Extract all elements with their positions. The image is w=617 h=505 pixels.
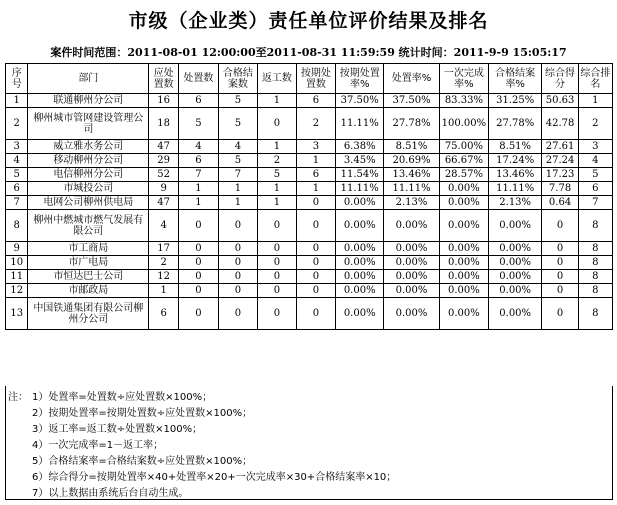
table-cell: 8 xyxy=(6,210,28,242)
table-cell: 11 xyxy=(6,270,28,284)
table-cell: 6 xyxy=(296,168,336,182)
column-header: 按期处置数 xyxy=(296,64,336,94)
table-cell: 1 xyxy=(179,196,219,210)
table-cell: 0 xyxy=(258,270,296,284)
table-cell: 0.00% xyxy=(336,256,384,270)
table-cell: 0.00% xyxy=(488,284,541,298)
table-cell: 11.11% xyxy=(336,108,384,140)
table-cell: 6 xyxy=(179,154,219,168)
table-cell: 1 xyxy=(258,140,296,154)
column-header: 一次完成率% xyxy=(439,64,488,94)
table-cell: 0.00% xyxy=(439,284,488,298)
table-row xyxy=(6,242,613,256)
table-cell: 0.00% xyxy=(384,284,440,298)
table-cell: 27.78% xyxy=(488,108,541,140)
department-cell: 中国铁通集团有限公司柳州分公司 xyxy=(28,298,149,330)
column-header: 处置率% xyxy=(384,64,440,94)
table-cell: 29 xyxy=(149,154,179,168)
table-cell: 0 xyxy=(542,298,578,330)
table-cell: 37.50% xyxy=(336,94,384,108)
note-item: 1）处置率=处置数÷应处置数×100%； xyxy=(32,392,213,403)
table-row xyxy=(6,94,613,108)
table-cell: 47 xyxy=(149,140,179,154)
table-row xyxy=(6,108,613,140)
table-cell: 0 xyxy=(218,298,258,330)
table-cell: 0 xyxy=(542,284,578,298)
table-cell: 18 xyxy=(149,108,179,140)
table-cell: 2 xyxy=(578,108,612,140)
table-cell: 4 xyxy=(6,154,28,168)
table-cell: 0 xyxy=(542,270,578,284)
department-cell: 电网公司柳州供电局 xyxy=(28,196,149,210)
report-time-range: 案件时间范围：2011-08-01 12:00:00至2011-08-31 11:59:59 统计时间：2011-9-9 15:05:17 xyxy=(50,46,567,59)
table-cell: 0 xyxy=(542,242,578,256)
table-cell: 27.24 xyxy=(542,154,578,168)
table-cell: 1 xyxy=(296,182,336,196)
table-cell: 0 xyxy=(179,298,219,330)
column-header: 综合得分 xyxy=(542,64,578,94)
table-cell: 4 xyxy=(218,140,258,154)
table-cell: 2 xyxy=(296,108,336,140)
note-item: 2）按期处置率=按期处置数÷应处置数×100%； xyxy=(32,408,253,419)
table-cell: 1 xyxy=(179,182,219,196)
table-cell: 5 xyxy=(6,168,28,182)
table-cell: 31.25% xyxy=(488,94,541,108)
table-row xyxy=(6,284,613,298)
table-cell: 0.00% xyxy=(336,284,384,298)
table-cell: 50.63 xyxy=(542,94,578,108)
table-cell: 0 xyxy=(296,196,336,210)
column-header: 按期处置率% xyxy=(336,64,384,94)
table-cell: 13.46% xyxy=(384,168,440,182)
table-cell: 1 xyxy=(296,154,336,168)
table-cell: 0.00% xyxy=(439,256,488,270)
table-cell: 5 xyxy=(218,108,258,140)
table-cell: 12 xyxy=(6,284,28,298)
evaluation-table xyxy=(5,63,613,330)
table-cell: 27.61 xyxy=(542,140,578,154)
table-cell: 0 xyxy=(258,284,296,298)
department-cell: 柳州中燃城市燃气发展有限公司 xyxy=(28,210,149,242)
table-cell: 3 xyxy=(296,140,336,154)
table-cell: 1 xyxy=(6,94,28,108)
table-cell: 0.00% xyxy=(384,270,440,284)
department-cell: 柳州城市管网建设管理公司 xyxy=(28,108,149,140)
table-row xyxy=(6,168,613,182)
table-cell: 0 xyxy=(258,210,296,242)
table-cell: 7 xyxy=(218,168,258,182)
table-cell: 11.54% xyxy=(336,168,384,182)
table-cell: 0.00% xyxy=(439,270,488,284)
table-cell: 13.46% xyxy=(488,168,541,182)
table-cell: 1 xyxy=(258,196,296,210)
notes-prefix: 注： xyxy=(8,392,28,403)
table-cell: 83.33% xyxy=(439,94,488,108)
table-cell: 0.00% xyxy=(336,210,384,242)
note-item: 7）以上数据由系统后台自动生成。 xyxy=(32,488,189,499)
table-cell: 17.24% xyxy=(488,154,541,168)
department-cell: 市工商局 xyxy=(28,242,149,256)
table-cell: 0.00% xyxy=(488,298,541,330)
column-header: 序号 xyxy=(6,64,28,94)
table-cell: 75.00% xyxy=(439,140,488,154)
department-cell: 移动柳州分公司 xyxy=(28,154,149,168)
department-cell: 市广电局 xyxy=(28,256,149,270)
table-cell: 0 xyxy=(218,210,258,242)
column-header: 综合排名 xyxy=(578,64,612,94)
table-cell: 5 xyxy=(179,108,219,140)
note-item: 6）综合得分=按期处置率×40+处置率×20+一次完成率×30+合格结案率×10； xyxy=(32,472,397,483)
table-cell: 0 xyxy=(296,270,336,284)
table-cell: 0 xyxy=(179,242,219,256)
table-cell: 0.00% xyxy=(384,242,440,256)
table-cell: 7 xyxy=(179,168,219,182)
table-cell: 17.23 xyxy=(542,168,578,182)
table-cell: 0 xyxy=(542,210,578,242)
table-cell: 8.51% xyxy=(488,140,541,154)
table-cell: 0.00% xyxy=(336,242,384,256)
table-cell: 13 xyxy=(6,298,28,330)
table-cell: 4 xyxy=(149,210,179,242)
table-cell: 0.00% xyxy=(439,182,488,196)
table-cell: 8.51% xyxy=(384,140,440,154)
table-cell: 7.78 xyxy=(542,182,578,196)
table-cell: 0.00% xyxy=(336,196,384,210)
column-header: 处置数 xyxy=(179,64,219,94)
table-cell: 16 xyxy=(149,94,179,108)
notes-section xyxy=(5,386,613,500)
table-cell: 6 xyxy=(6,182,28,196)
table-cell: 42.78 xyxy=(542,108,578,140)
table-cell: 2 xyxy=(6,108,28,140)
table-cell: 5 xyxy=(578,168,612,182)
department-cell: 联通柳州分公司 xyxy=(28,94,149,108)
department-cell: 市邮政局 xyxy=(28,284,149,298)
table-cell: 5 xyxy=(218,94,258,108)
table-cell: 0.00% xyxy=(336,298,384,330)
table-cell: 47 xyxy=(149,196,179,210)
table-cell: 0 xyxy=(296,298,336,330)
table-cell: 0.00% xyxy=(439,242,488,256)
table-cell: 1 xyxy=(258,182,296,196)
table-cell: 0.00% xyxy=(384,298,440,330)
table-cell: 0.00% xyxy=(488,270,541,284)
table-cell: 8 xyxy=(578,298,612,330)
table-row xyxy=(6,196,613,210)
table-cell: 5 xyxy=(258,168,296,182)
table-cell: 3 xyxy=(578,140,612,154)
table-cell: 6.38% xyxy=(336,140,384,154)
table-cell: 0 xyxy=(542,256,578,270)
table-cell: 6 xyxy=(296,94,336,108)
table-cell: 1 xyxy=(258,94,296,108)
table-cell: 3 xyxy=(6,140,28,154)
table-cell: 0 xyxy=(218,256,258,270)
table-cell: 4 xyxy=(578,154,612,168)
table-cell: 9 xyxy=(6,242,28,256)
table-cell: 4 xyxy=(179,140,219,154)
table-cell: 5 xyxy=(218,154,258,168)
table-cell: 9 xyxy=(149,182,179,196)
table-cell: 0 xyxy=(258,242,296,256)
department-cell: 市恒达巴士公司 xyxy=(28,270,149,284)
department-cell: 电信柳州分公司 xyxy=(28,168,149,182)
table-cell: 7 xyxy=(578,196,612,210)
table-cell: 0 xyxy=(179,270,219,284)
table-cell: 0.00% xyxy=(488,242,541,256)
table-cell: 37.50% xyxy=(384,94,440,108)
table-cell: 12 xyxy=(149,270,179,284)
table-cell: 0 xyxy=(218,242,258,256)
table-cell: 7 xyxy=(6,196,28,210)
table-cell: 3.45% xyxy=(336,154,384,168)
table-cell: 8 xyxy=(578,210,612,242)
department-cell: 市城投公司 xyxy=(28,182,149,196)
table-cell: 0 xyxy=(179,284,219,298)
table-cell: 11.11% xyxy=(336,182,384,196)
table-cell: 27.78% xyxy=(384,108,440,140)
table-cell: 0.00% xyxy=(384,210,440,242)
table-row xyxy=(6,256,613,270)
table-cell: 20.69% xyxy=(384,154,440,168)
table-cell: 2.13% xyxy=(488,196,541,210)
table-cell: 8 xyxy=(578,242,612,256)
table-cell: 0 xyxy=(296,242,336,256)
table-cell: 17 xyxy=(149,242,179,256)
table-cell: 8 xyxy=(578,256,612,270)
table-cell: 0 xyxy=(218,270,258,284)
table-cell: 0.00% xyxy=(336,270,384,284)
table-cell: 0.00% xyxy=(439,298,488,330)
table-cell: 100.00% xyxy=(439,108,488,140)
table-cell: 0 xyxy=(218,284,258,298)
table-cell: 0 xyxy=(258,256,296,270)
table-row xyxy=(6,182,613,196)
note-item: 4）一次完成率=1－返工率； xyxy=(32,440,164,451)
table-cell: 0 xyxy=(179,256,219,270)
table-cell: 0 xyxy=(258,298,296,330)
table-row xyxy=(6,298,613,330)
table-cell: 0 xyxy=(258,108,296,140)
table-cell: 0.64 xyxy=(542,196,578,210)
table-cell: 0 xyxy=(296,210,336,242)
table-cell: 8 xyxy=(578,270,612,284)
table-cell: 10 xyxy=(6,256,28,270)
table-cell: 0 xyxy=(296,284,336,298)
table-cell: 1 xyxy=(149,284,179,298)
table-cell: 2 xyxy=(258,154,296,168)
table-cell: 52 xyxy=(149,168,179,182)
table-body xyxy=(6,94,613,330)
column-header: 部门 xyxy=(28,64,149,94)
table-cell: 2 xyxy=(149,256,179,270)
table-row xyxy=(6,270,613,284)
table-cell: 66.67% xyxy=(439,154,488,168)
table-row xyxy=(6,154,613,168)
table-row xyxy=(6,210,613,242)
table-cell: 1 xyxy=(218,182,258,196)
table-cell: 0 xyxy=(296,256,336,270)
table-cell: 0.00% xyxy=(439,210,488,242)
column-header: 应处置数 xyxy=(149,64,179,94)
report-title: 市级（企业类）责任单位评价结果及排名 xyxy=(128,10,489,32)
table-cell: 6 xyxy=(578,182,612,196)
table-cell: 0.00% xyxy=(488,256,541,270)
note-item: 3）返工率=返工数÷处置数×100%； xyxy=(32,424,203,435)
table-cell: 0.00% xyxy=(439,196,488,210)
note-item: 5）合格结案率=合格结案数÷应处置数×100%； xyxy=(32,456,253,467)
table-cell: 8 xyxy=(578,284,612,298)
table-cell: 1 xyxy=(578,94,612,108)
table-cell: 0.00% xyxy=(384,256,440,270)
table-cell: 0 xyxy=(179,210,219,242)
table-cell: 11.11% xyxy=(488,182,541,196)
table-header-row xyxy=(6,64,613,94)
table-cell: 11.11% xyxy=(384,182,440,196)
table-cell: 2.13% xyxy=(384,196,440,210)
table-cell: 0.00% xyxy=(488,210,541,242)
table-cell: 1 xyxy=(218,196,258,210)
department-cell: 威立雅水务公司 xyxy=(28,140,149,154)
table-cell: 28.57% xyxy=(439,168,488,182)
column-header: 返工数 xyxy=(258,64,296,94)
table-cell: 6 xyxy=(179,94,219,108)
table-row xyxy=(6,140,613,154)
column-header: 合格结案数 xyxy=(218,64,258,94)
column-header: 合格结案率% xyxy=(488,64,541,94)
table-cell: 6 xyxy=(149,298,179,330)
